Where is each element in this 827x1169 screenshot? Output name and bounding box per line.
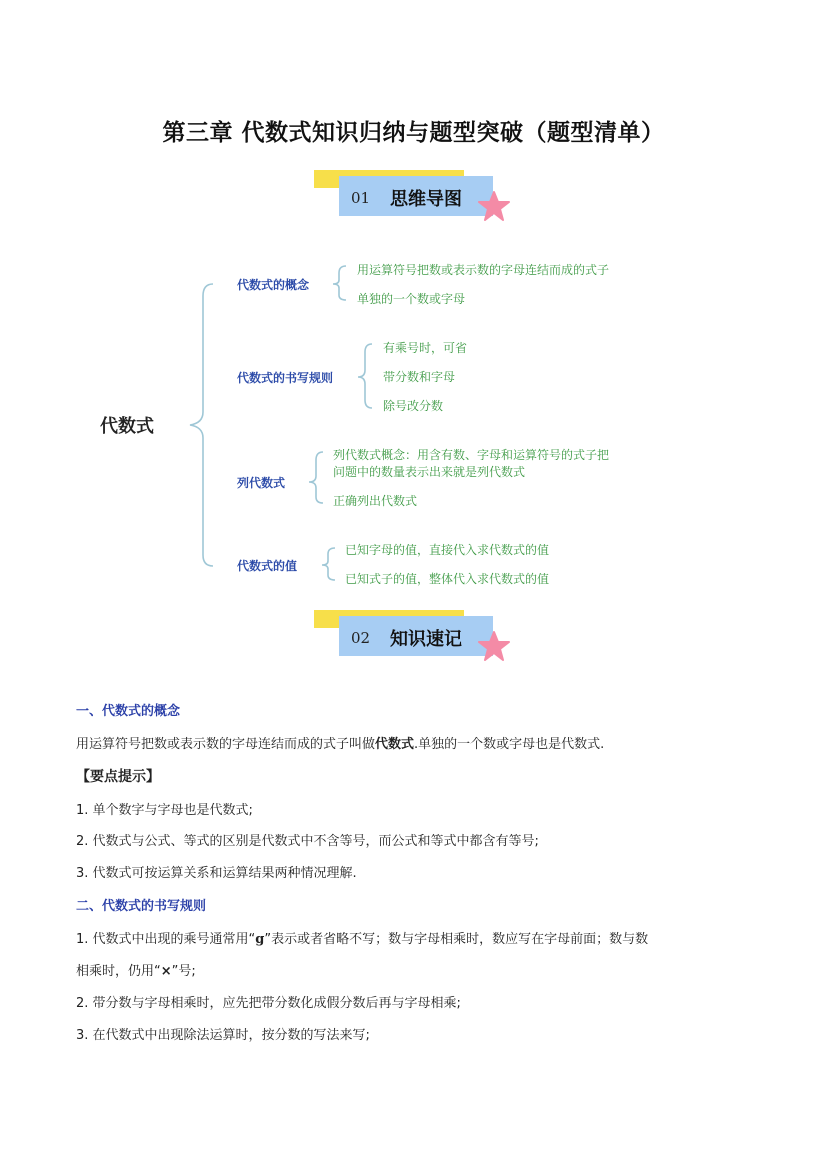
mind-map-leaf: 已知式子的值，整体代入求代数式的值 <box>345 572 550 586</box>
definition-term: 代数式 <box>375 737 415 752</box>
mind-map-leaf: 单独的一个数或字母 <box>357 292 466 306</box>
banner-number: 01 <box>351 189 371 207</box>
mind-map-leaf: 正确列出代数式 <box>333 494 418 508</box>
rule-item-continued <box>76 960 196 979</box>
mind-map-leaf: 已知字母的值，直接代入求代数式的值 <box>345 543 550 557</box>
page-title: 第三章 代数式知识归纳与题型突破（题型清单） <box>162 120 665 146</box>
mind-map-branch: 代数式的概念 <box>237 278 310 292</box>
mind-map-leaf: 有乘号时，可省 <box>383 341 468 355</box>
mind-map-leaf: 列代数式概念：用含有数、字母和运算符号的式子把 <box>333 448 610 462</box>
rule-item <box>76 928 648 947</box>
mind-map-leaf: 用运算符号把数或表示数的字母连结而成的式子 <box>357 263 610 277</box>
rule-text: ”号; <box>171 964 196 979</box>
star-icon <box>478 630 510 662</box>
definition-paragraph <box>76 733 604 752</box>
section-heading: 一、代数式的概念 <box>76 704 181 719</box>
multiplication-symbol: × <box>160 964 172 979</box>
section-heading: 二、代数式的书写规则 <box>76 899 207 914</box>
tip-heading: 【要点提示】 <box>76 769 160 785</box>
multiplication-symbol: g <box>255 932 265 947</box>
banner-number: 02 <box>351 629 371 647</box>
banner-label: 思维导图 <box>390 189 462 210</box>
rule-text: 1. 代数式中出现的乘号通常用“ <box>76 932 256 947</box>
list-item: 3. 代数式可按运算关系和运算结果两种情况理解. <box>76 866 357 881</box>
rule-item: 3. 在代数式中出现除法运算时，按分数的写法来写; <box>76 1028 370 1043</box>
list-item: 1. 单个数字与字母也是代数式; <box>76 803 253 818</box>
definition-text: 用运算符号把数或表示数的字母连结而成的式子叫做 <box>76 737 376 752</box>
banner-label: 知识速记 <box>390 629 462 650</box>
mind-map-leaf: 带分数和字母 <box>383 370 456 384</box>
mind-map-branch: 代数式的值 <box>237 559 298 573</box>
rule-text: ”表示或者省略不写；数与字母相乘时，数应写在字母前面；数与数 <box>264 932 649 947</box>
mind-map-leaf: 除号改分数 <box>383 399 444 413</box>
mind-map-leaf: 问题中的数量表示出来就是列代数式 <box>333 465 526 479</box>
mind-map-branch: 代数式的书写规则 <box>237 371 334 385</box>
rule-text: 相乘时，仍用“ <box>76 964 161 979</box>
rule-item: 2. 带分数与字母相乘时，应先把带分数化成假分数后再与字母相乘; <box>76 996 461 1011</box>
mind-map-root: 代数式 <box>100 416 154 437</box>
section-banner-notes <box>314 610 514 670</box>
list-item: 2. 代数式与公式、等式的区别是代数式中不含等号，而公式和等式中都含有等号; <box>76 834 539 849</box>
definition-text: .单独的一个数或字母也是代数式. <box>414 737 605 752</box>
mind-map-branch: 列代数式 <box>237 476 286 490</box>
